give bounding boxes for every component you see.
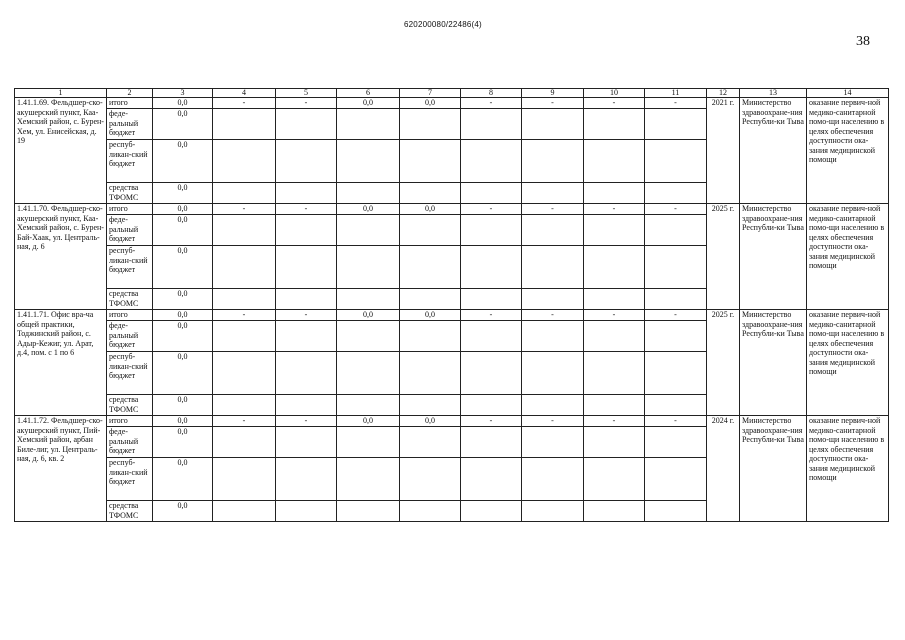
amount-cell: 0,0 [400, 204, 461, 215]
empty-cell [400, 289, 461, 310]
amount-cell: 0,0 [153, 246, 213, 289]
empty-cell [584, 289, 645, 310]
amount-cell: - [276, 416, 337, 427]
executor-cell: Министерство здравоохране-ния Республи-ки Тыва [740, 310, 807, 416]
empty-cell [337, 109, 400, 140]
amount-cell: - [584, 416, 645, 427]
amount-cell: - [276, 204, 337, 215]
amount-cell: 0,0 [153, 98, 213, 109]
amount-cell: - [213, 416, 276, 427]
amount-cell: - [645, 310, 707, 321]
empty-cell [522, 246, 584, 289]
amount-cell: - [645, 98, 707, 109]
amount-cell: - [522, 98, 584, 109]
empty-cell [584, 427, 645, 458]
year-cell: 2021 г. [707, 98, 740, 204]
source-label-tfoms: средства ТФОМС [107, 501, 153, 522]
empty-cell [337, 458, 400, 501]
column-number: 11 [645, 89, 707, 98]
executor-cell: Министерство здравоохране-ния Республи-ки Тыва [740, 204, 807, 310]
empty-cell [400, 183, 461, 204]
column-number: 12 [707, 89, 740, 98]
amount-cell: - [276, 98, 337, 109]
empty-cell [276, 215, 337, 246]
empty-cell [645, 183, 707, 204]
page-number: 38 [856, 34, 870, 49]
object-name: 1.41.1.69. Фельдшер-ско-акушерский пункт, Каа-Хемский район, с. Бурен-Хем, ул. Енисейская, д. 19 [15, 98, 107, 204]
document-number: 620200080/22486(4) [404, 20, 482, 29]
column-number: 14 [807, 89, 889, 98]
empty-cell [461, 140, 522, 183]
empty-cell [584, 458, 645, 501]
source-label-federal: феде-ральный бюджет [107, 109, 153, 140]
column-number: 9 [522, 89, 584, 98]
empty-cell [276, 289, 337, 310]
empty-cell [645, 321, 707, 352]
empty-cell [276, 183, 337, 204]
empty-cell [337, 395, 400, 416]
empty-cell [400, 321, 461, 352]
empty-cell [213, 246, 276, 289]
amount-cell: - [522, 204, 584, 215]
amount-cell: 0,0 [153, 140, 213, 183]
source-label-total: итого [107, 416, 153, 427]
empty-cell [461, 458, 522, 501]
empty-cell [276, 352, 337, 395]
column-number: 6 [337, 89, 400, 98]
empty-cell [400, 501, 461, 522]
table-row [15, 204, 889, 215]
empty-cell [584, 321, 645, 352]
amount-cell: - [522, 416, 584, 427]
empty-cell [645, 427, 707, 458]
column-number-row [15, 89, 889, 98]
amount-cell: - [645, 416, 707, 427]
empty-cell [645, 352, 707, 395]
empty-cell [461, 215, 522, 246]
empty-cell [461, 109, 522, 140]
source-label-republic: респуб-ликан-ский бюджет [107, 246, 153, 289]
empty-cell [522, 458, 584, 501]
empty-cell [584, 183, 645, 204]
empty-cell [584, 215, 645, 246]
amount-cell: - [522, 310, 584, 321]
empty-cell [276, 427, 337, 458]
empty-cell [276, 246, 337, 289]
table-row [15, 98, 889, 109]
object-name: 1.41.1.70. Фельдшер-ско-акушерский пункт, Каа-Хемский район, с. Бурен-Бай-Хаак, ул. Централь-ная, д. 6 [15, 204, 107, 310]
column-number: 4 [213, 89, 276, 98]
amount-cell: 0,0 [153, 395, 213, 416]
result-cell: оказание первич-ной медико-санитарной помо-щи населению в целях обеспечения доступности ока-зания медицинской помощи [807, 310, 889, 416]
empty-cell [337, 501, 400, 522]
amount-cell: 0,0 [153, 416, 213, 427]
table-row [15, 416, 889, 427]
amount-cell: - [213, 204, 276, 215]
amount-cell: 0,0 [153, 458, 213, 501]
empty-cell [276, 140, 337, 183]
amount-cell: 0,0 [337, 98, 400, 109]
empty-cell [645, 289, 707, 310]
source-label-total: итого [107, 204, 153, 215]
empty-cell [400, 427, 461, 458]
empty-cell [645, 215, 707, 246]
empty-cell [522, 183, 584, 204]
empty-cell [276, 395, 337, 416]
empty-cell [584, 109, 645, 140]
source-label-federal: феде-ральный бюджет [107, 427, 153, 458]
source-label-republic: респуб-ликан-ский бюджет [107, 458, 153, 501]
year-cell: 2025 г. [707, 310, 740, 416]
empty-cell [400, 458, 461, 501]
empty-cell [522, 395, 584, 416]
empty-cell [213, 458, 276, 501]
empty-cell [213, 140, 276, 183]
object-name: 1.41.1.72. Фельдшер-ско-акушерский пункт, Пий-Хемский район, арбан Биле-лиг, ул. Централь-ная, д. 6, кв. 2 [15, 416, 107, 522]
amount-cell: - [213, 310, 276, 321]
amount-cell: 0,0 [153, 204, 213, 215]
empty-cell [522, 427, 584, 458]
source-label-tfoms: средства ТФОМС [107, 395, 153, 416]
amount-cell: 0,0 [400, 416, 461, 427]
source-label-federal: феде-ральный бюджет [107, 215, 153, 246]
empty-cell [337, 140, 400, 183]
empty-cell [645, 246, 707, 289]
result-cell: оказание первич-ной медико-санитарной помо-щи населению в целях обеспечения доступности ока-зания медицинской помощи [807, 98, 889, 204]
column-number: 10 [584, 89, 645, 98]
empty-cell [213, 109, 276, 140]
empty-cell [522, 352, 584, 395]
empty-cell [276, 458, 337, 501]
amount-cell: - [645, 204, 707, 215]
column-number: 1 [15, 89, 107, 98]
object-name: 1.41.1.71. Офис вра-ча общей практики, Тоджинский район, с. Адыр-Кежиг, ул. Арат, д.4, пом. с 1 по 6 [15, 310, 107, 416]
amount-cell: 0,0 [153, 215, 213, 246]
empty-cell [522, 289, 584, 310]
empty-cell [522, 501, 584, 522]
empty-cell [584, 395, 645, 416]
amount-cell: - [461, 416, 522, 427]
amount-cell: 0,0 [153, 352, 213, 395]
empty-cell [645, 501, 707, 522]
source-label-republic: респуб-ликан-ский бюджет [107, 140, 153, 183]
source-label-total: итого [107, 98, 153, 109]
empty-cell [461, 427, 522, 458]
empty-cell [400, 352, 461, 395]
amount-cell: 0,0 [153, 289, 213, 310]
empty-cell [337, 321, 400, 352]
empty-cell [213, 501, 276, 522]
empty-cell [337, 427, 400, 458]
empty-cell [461, 501, 522, 522]
amount-cell: - [461, 310, 522, 321]
empty-cell [213, 427, 276, 458]
empty-cell [213, 289, 276, 310]
column-number: 8 [461, 89, 522, 98]
amount-cell: - [584, 204, 645, 215]
empty-cell [522, 215, 584, 246]
empty-cell [461, 289, 522, 310]
amount-cell: 0,0 [153, 321, 213, 352]
budget-table [14, 88, 889, 522]
amount-cell: 0,0 [153, 109, 213, 140]
empty-cell [337, 215, 400, 246]
amount-cell: 0,0 [337, 204, 400, 215]
amount-cell: - [213, 98, 276, 109]
amount-cell: 0,0 [153, 501, 213, 522]
empty-cell [584, 352, 645, 395]
column-number: 2 [107, 89, 153, 98]
empty-cell [213, 321, 276, 352]
empty-cell [400, 246, 461, 289]
source-label-total: итого [107, 310, 153, 321]
column-number: 5 [276, 89, 337, 98]
empty-cell [213, 215, 276, 246]
executor-cell: Министерство здравоохране-ния Республи-ки Тыва [740, 416, 807, 522]
empty-cell [584, 140, 645, 183]
amount-cell: - [584, 310, 645, 321]
empty-cell [400, 109, 461, 140]
empty-cell [400, 215, 461, 246]
empty-cell [645, 140, 707, 183]
empty-cell [645, 395, 707, 416]
source-label-federal: феде-ральный бюджет [107, 321, 153, 352]
empty-cell [337, 289, 400, 310]
empty-cell [276, 501, 337, 522]
source-label-tfoms: средства ТФОМС [107, 183, 153, 204]
empty-cell [337, 246, 400, 289]
amount-cell: 0,0 [337, 310, 400, 321]
amount-cell: - [584, 98, 645, 109]
amount-cell: - [461, 204, 522, 215]
empty-cell [461, 246, 522, 289]
empty-cell [645, 458, 707, 501]
amount-cell: 0,0 [153, 310, 213, 321]
empty-cell [584, 246, 645, 289]
empty-cell [213, 395, 276, 416]
empty-cell [522, 140, 584, 183]
source-label-tfoms: средства ТФОМС [107, 289, 153, 310]
result-cell: оказание первич-ной медико-санитарной помо-щи населению в целях обеспечения доступности ока-зания медицинской помощи [807, 416, 889, 522]
amount-cell: - [276, 310, 337, 321]
amount-cell: 0,0 [400, 310, 461, 321]
empty-cell [400, 395, 461, 416]
table-row [15, 310, 889, 321]
amount-cell: 0,0 [337, 416, 400, 427]
executor-cell: Министерство здравоохране-ния Республи-ки Тыва [740, 98, 807, 204]
result-cell: оказание первич-ной медико-санитарной помо-щи населению в целях обеспечения доступности ока-зания медицинской помощи [807, 204, 889, 310]
empty-cell [584, 501, 645, 522]
empty-cell [276, 321, 337, 352]
empty-cell [276, 109, 337, 140]
empty-cell [400, 140, 461, 183]
empty-cell [337, 183, 400, 204]
empty-cell [522, 109, 584, 140]
empty-cell [461, 183, 522, 204]
column-number: 13 [740, 89, 807, 98]
empty-cell [522, 321, 584, 352]
column-number: 7 [400, 89, 461, 98]
amount-cell: 0,0 [153, 183, 213, 204]
column-number: 3 [153, 89, 213, 98]
amount-cell: 0,0 [400, 98, 461, 109]
year-cell: 2024 г. [707, 416, 740, 522]
empty-cell [645, 109, 707, 140]
empty-cell [213, 352, 276, 395]
amount-cell: - [461, 98, 522, 109]
empty-cell [213, 183, 276, 204]
empty-cell [337, 352, 400, 395]
empty-cell [461, 352, 522, 395]
empty-cell [461, 395, 522, 416]
source-label-republic: респуб-ликан-ский бюджет [107, 352, 153, 395]
empty-cell [461, 321, 522, 352]
amount-cell: 0,0 [153, 427, 213, 458]
year-cell: 2025 г. [707, 204, 740, 310]
